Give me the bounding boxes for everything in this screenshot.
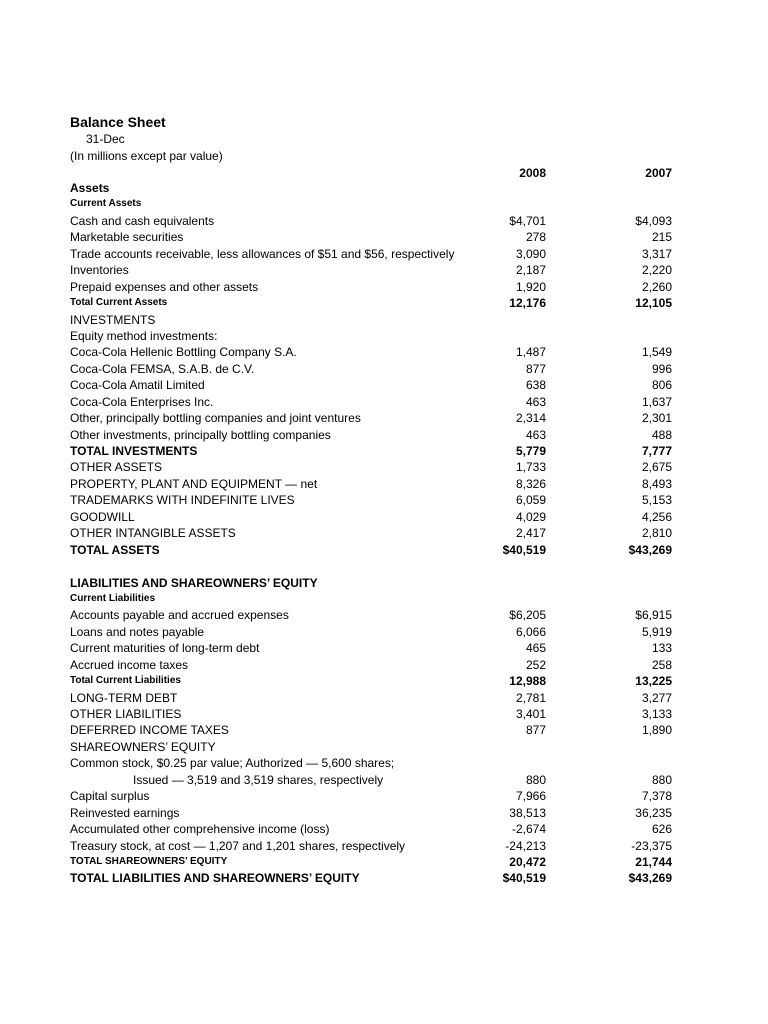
table-row xyxy=(0,575,768,591)
row-label: Assets xyxy=(70,181,110,195)
table-row xyxy=(0,870,768,886)
table-row xyxy=(0,262,768,278)
row-label: OTHER INTANGIBLE ASSETS xyxy=(70,526,236,541)
value-2007: 7,378 xyxy=(641,789,672,804)
value-2008: 465 xyxy=(525,641,546,656)
value-2007: 1,549 xyxy=(641,345,672,360)
table-row xyxy=(0,805,768,821)
table-row xyxy=(0,838,768,854)
value-2007: 215 xyxy=(651,230,672,245)
value-2007: 8,493 xyxy=(641,476,672,491)
row-label: Accrued income taxes xyxy=(70,657,189,672)
value-2008: 463 xyxy=(525,427,546,442)
row-label: INVESTMENTS xyxy=(70,312,156,327)
value-2007: 7,777 xyxy=(641,444,672,458)
row-label: TOTAL LIABILITIES AND SHAREOWNERS’ EQUITY xyxy=(70,871,360,886)
date-label: 31-Dec xyxy=(86,132,125,146)
row-label: Coca-Cola Hellenic Bottling Company S.A. xyxy=(70,345,297,360)
value-2008: -2,674 xyxy=(511,822,546,837)
value-2008: 1,487 xyxy=(515,345,546,360)
column-header-2007: 2007 xyxy=(645,166,672,180)
value-2007: 2,260 xyxy=(641,279,672,294)
value-2007: 12,105 xyxy=(635,296,672,311)
row-label: Coca-Cola Enterprises Inc. xyxy=(70,394,214,409)
table-row xyxy=(0,640,768,656)
value-2007: 996 xyxy=(651,361,672,376)
table-row xyxy=(0,657,768,673)
value-2008: 2,417 xyxy=(515,526,546,541)
value-2007: 133 xyxy=(651,641,672,656)
value-2008: 3,090 xyxy=(515,246,546,261)
value-2008: 1,920 xyxy=(515,279,546,294)
table-row xyxy=(0,443,768,459)
value-2008: 2,781 xyxy=(515,690,546,705)
value-2007: 5,919 xyxy=(641,624,672,639)
row-label: Issued — 3,519 and 3,519 shares, respectively xyxy=(133,772,384,787)
value-2008: 7,966 xyxy=(515,789,546,804)
units-label: (In millions except par value) xyxy=(70,149,223,163)
value-2007: 1,890 xyxy=(641,723,672,738)
value-2007: 2,220 xyxy=(641,263,672,278)
table-row xyxy=(0,739,768,755)
value-2007: $43,269 xyxy=(628,542,672,557)
value-2007: $4,093 xyxy=(635,213,672,228)
value-2008: 38,513 xyxy=(509,805,546,820)
value-2007: 2,675 xyxy=(641,460,672,475)
value-2008: -24,213 xyxy=(505,838,546,853)
table-row xyxy=(0,410,768,426)
table-row xyxy=(0,591,768,607)
table-row xyxy=(0,295,768,311)
row-label: DEFERRED INCOME TAXES xyxy=(70,723,229,738)
row-label: Other investments, principally bottling companies xyxy=(70,427,331,442)
table-row xyxy=(0,755,768,771)
value-2008: 12,988 xyxy=(509,674,546,689)
row-label: Marketable securities xyxy=(70,230,184,245)
table-row xyxy=(0,673,768,689)
table-row xyxy=(0,525,768,541)
table-row xyxy=(0,492,768,508)
table-row xyxy=(0,854,768,870)
value-2008: 4,029 xyxy=(515,509,546,524)
row-label: Inventories xyxy=(70,263,129,278)
table-row xyxy=(0,772,768,788)
row-label: Accounts payable and accrued expenses xyxy=(70,608,289,623)
row-label: Common stock, $0.25 par value; Authorized — 5,600 shares; xyxy=(70,756,395,771)
row-label: GOODWILL xyxy=(70,509,135,524)
row-label: TOTAL SHAREOWNERS’ EQUITY xyxy=(70,855,228,867)
row-label: Treasury stock, at cost — 1,207 and 1,201 shares, respectively xyxy=(70,838,406,853)
table-row xyxy=(0,344,768,360)
value-2008: 877 xyxy=(525,361,546,376)
table-row xyxy=(0,607,768,623)
row-label: Prepaid expenses and other assets xyxy=(70,279,259,294)
row-label: Current maturities of long-term debt xyxy=(70,641,260,656)
value-2007: 3,317 xyxy=(641,246,672,261)
row-label: Cash and cash equivalents xyxy=(70,213,215,228)
value-2007: 3,277 xyxy=(641,690,672,705)
table-row xyxy=(0,246,768,262)
value-2007: 13,225 xyxy=(635,674,672,689)
value-2008: 12,176 xyxy=(509,296,546,311)
value-2007: 36,235 xyxy=(635,805,672,820)
table-row xyxy=(0,377,768,393)
row-label: Capital surplus xyxy=(70,789,150,804)
table-row xyxy=(0,722,768,738)
row-label: Reinvested earnings xyxy=(70,805,180,820)
table-row xyxy=(0,312,768,328)
table-row xyxy=(0,558,768,574)
value-2008: 6,066 xyxy=(515,624,546,639)
value-2008: $40,519 xyxy=(502,542,546,557)
row-label: OTHER ASSETS xyxy=(70,460,163,475)
value-2008: 252 xyxy=(525,657,546,672)
value-2007: 5,153 xyxy=(641,493,672,508)
row-label: Total Current Assets xyxy=(70,297,168,309)
table-row xyxy=(0,476,768,492)
row-label: Current Assets xyxy=(70,198,142,210)
value-2007: 626 xyxy=(651,822,672,837)
table-row xyxy=(0,394,768,410)
table-row xyxy=(0,229,768,245)
table-row xyxy=(0,196,768,212)
row-label: TOTAL ASSETS xyxy=(70,542,160,557)
value-2007: -23,375 xyxy=(631,838,672,853)
row-label: Coca-Cola Amatil Limited xyxy=(70,378,205,393)
table-row xyxy=(0,690,768,706)
table-row xyxy=(0,328,768,344)
value-2008: 6,059 xyxy=(515,493,546,508)
row-label: Trade accounts receivable, less allowances of $51 and $56, respectively xyxy=(70,246,455,261)
value-2007: 806 xyxy=(651,378,672,393)
balance-sheet-table xyxy=(0,180,768,887)
row-label: Loans and notes payable xyxy=(70,624,205,639)
value-2007: 258 xyxy=(651,657,672,672)
row-label: Accumulated other comprehensive income (loss) xyxy=(70,822,330,837)
table-row xyxy=(0,624,768,640)
value-2007: 21,744 xyxy=(635,854,672,869)
value-2007: 2,810 xyxy=(641,526,672,541)
table-row xyxy=(0,459,768,475)
row-label: Coca-Cola FEMSA, S.A.B. de C.V. xyxy=(70,361,255,376)
row-label: OTHER LIABILITIES xyxy=(70,707,182,721)
table-row xyxy=(0,542,768,558)
value-2007: 488 xyxy=(651,427,672,442)
row-label: TOTAL INVESTMENTS xyxy=(70,444,198,458)
table-row xyxy=(0,788,768,804)
row-label: SHAREOWNERS’ EQUITY xyxy=(70,739,216,754)
value-2008: 3,401 xyxy=(515,707,546,721)
row-label: Current Liabilities xyxy=(70,592,156,604)
table-row xyxy=(0,361,768,377)
table-row xyxy=(0,180,768,196)
value-2007: 2,301 xyxy=(641,411,672,426)
value-2007: 4,256 xyxy=(641,509,672,524)
value-2007: 3,133 xyxy=(641,707,672,721)
row-label: Other, principally bottling companies and joint ventures xyxy=(70,411,361,426)
value-2008: 2,187 xyxy=(515,263,546,278)
row-label: Total Current Liabilities xyxy=(70,675,181,687)
value-2008: 8,326 xyxy=(515,476,546,491)
value-2007: 1,637 xyxy=(641,394,672,409)
value-2008: 20,472 xyxy=(509,854,546,869)
table-row xyxy=(0,821,768,837)
value-2007: $43,269 xyxy=(628,871,672,886)
row-label: LONG-TERM DEBT xyxy=(70,690,178,705)
page-title: Balance Sheet xyxy=(70,114,166,130)
column-header-2008: 2008 xyxy=(519,166,546,180)
row-label: Equity method investments: xyxy=(70,328,218,343)
value-2007: $6,915 xyxy=(635,608,672,623)
value-2008: 463 xyxy=(525,394,546,409)
value-2008: $6,205 xyxy=(509,608,546,623)
table-row xyxy=(0,509,768,525)
table-row xyxy=(0,427,768,443)
value-2008: 1,733 xyxy=(515,460,546,475)
table-row xyxy=(0,279,768,295)
value-2008: $4,701 xyxy=(509,213,546,228)
value-2008: 278 xyxy=(525,230,546,245)
value-2008: $40,519 xyxy=(502,871,546,886)
value-2008: 877 xyxy=(525,723,546,738)
value-2008: 5,779 xyxy=(515,444,546,458)
row-label: TRADEMARKS WITH INDEFINITE LIVES xyxy=(70,493,295,508)
value-2008: 638 xyxy=(525,378,546,393)
value-2008: 880 xyxy=(525,772,546,787)
value-2007: 880 xyxy=(651,772,672,787)
value-2008: 2,314 xyxy=(515,411,546,426)
table-row xyxy=(0,213,768,229)
row-label: PROPERTY, PLANT AND EQUIPMENT — net xyxy=(70,476,318,491)
table-row xyxy=(0,706,768,722)
row-label: LIABILITIES AND SHAREOWNERS’ EQUITY xyxy=(70,575,318,590)
